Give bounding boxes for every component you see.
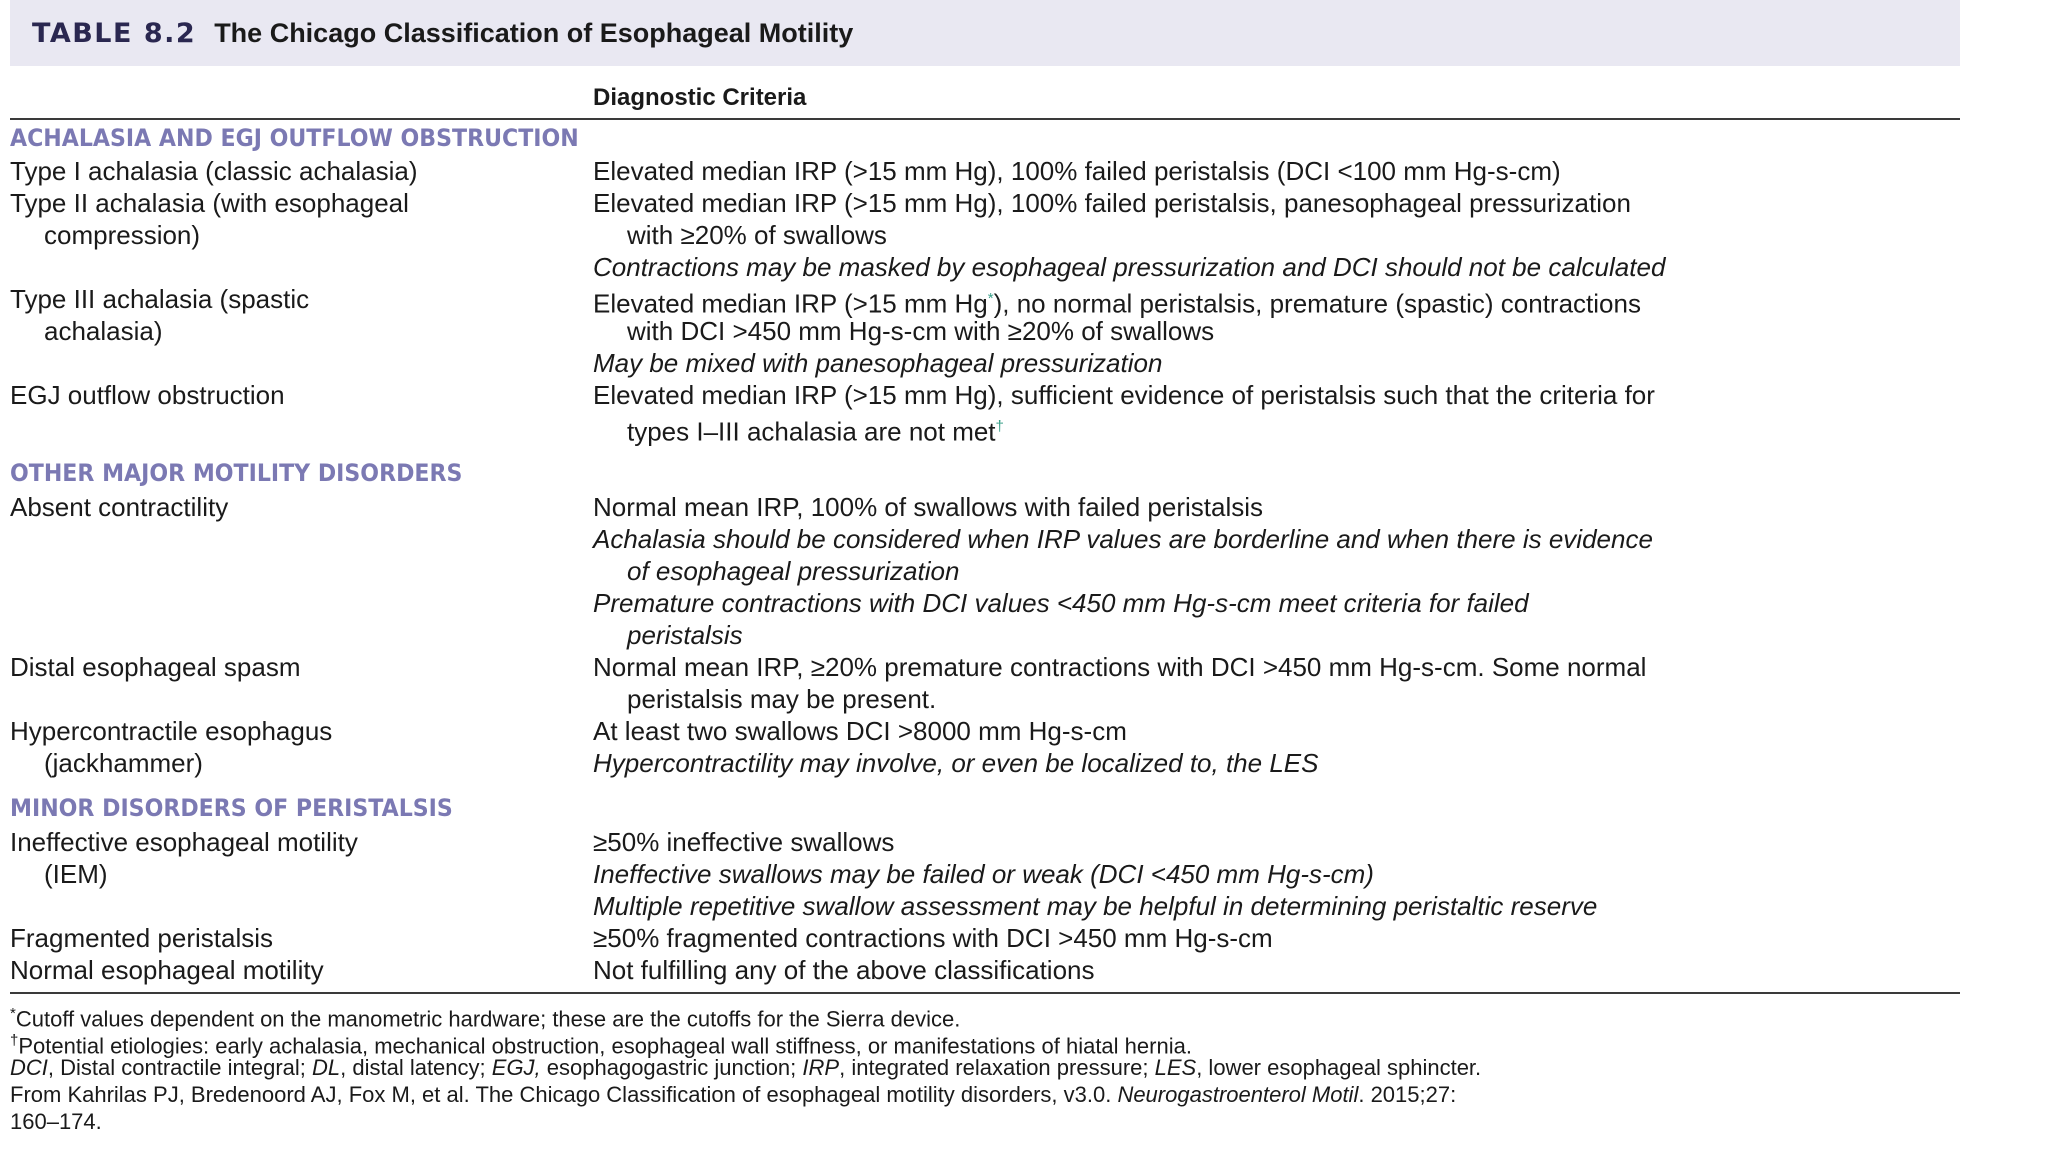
footnote-star-marker: *: [987, 290, 994, 307]
criteria-text: ), no normal peristalsis, premature (spastic) contractions: [993, 288, 1641, 319]
criteria-type-3-achalasia-cont: with DCI >450 mm Hg-s-cm with ≥20% of swallows: [627, 316, 1215, 346]
footer-divider: [10, 992, 1960, 994]
row-name-iem-cont: (IEM): [44, 859, 108, 889]
row-name-hypercontractile: Hypercontractile esophagus: [10, 716, 333, 746]
row-name-type-3-achalasia-cont: achalasia): [44, 316, 163, 346]
criteria-iem: ≥50% ineffective swallows: [593, 827, 895, 857]
note-type-2-achalasia: Contractions may be masked by esophageal pressurization and DCI should not be calculated: [593, 252, 1666, 282]
abbrev-term: DL: [312, 1055, 341, 1080]
abbrev-def: , lower esophageal sphincter.: [1196, 1055, 1482, 1080]
criteria-absent-contractility: Normal mean IRP, 100% of swallows with failed peristalsis: [593, 492, 1264, 522]
row-name-hypercontractile-cont: (jackhammer): [44, 748, 203, 778]
note-type-3-achalasia: May be mixed with panesophageal pressurization: [593, 348, 1163, 378]
table-title: The Chicago Classification of Esophageal Motility: [214, 17, 854, 48]
note-iem-2: Multiple repetitive swallow assessment may be helpful in determining peristaltic reserve: [593, 891, 1598, 921]
criteria-hypercontractile: At least two swallows DCI >8000 mm Hg-s-cm: [593, 716, 1127, 746]
column-header-diagnostic-criteria: Diagnostic Criteria: [593, 84, 807, 111]
abbrev-def: , Distal contractile integral;: [47, 1055, 312, 1080]
criteria-type-2-achalasia: Elevated median IRP (>15 mm Hg), 100% failed peristalsis, panesophageal pressurization: [593, 188, 1631, 218]
section-heading-other-major: OTHER MAJOR MOTILITY DISORDERS: [10, 459, 463, 487]
section-heading-minor-disorders: MINOR DISORDERS OF PERISTALSIS: [10, 794, 453, 822]
source-text: . 2015;27:: [1358, 1082, 1457, 1107]
criteria-text: Elevated median IRP (>15 mm Hg: [593, 288, 988, 319]
criteria-normal-motility: Not fulfilling any of the above classifications: [593, 955, 1095, 985]
section-heading-achalasia: ACHALASIA AND EGJ OUTFLOW OBSTRUCTION: [10, 124, 579, 152]
criteria-type-1-achalasia: Elevated median IRP (>15 mm Hg), 100% failed peristalsis (DCI <100 mm Hg-s-cm): [593, 156, 1561, 186]
note-absent-contractility-2-cont: peristalsis: [627, 620, 743, 650]
criteria-type-2-achalasia-cont: with ≥20% of swallows: [627, 220, 887, 250]
criteria-distal-esophageal-spasm-cont: peristalsis may be present.: [627, 684, 937, 714]
row-name-iem: Ineffective esophageal motility: [10, 827, 358, 857]
abbrev-def: esophagogastric junction;: [540, 1055, 803, 1080]
footnote-text: Cutoff values dependent on the manometric hardware; these are the cutoffs for the Sierra device.: [15, 1006, 961, 1032]
abbrev-def: , distal latency;: [340, 1055, 492, 1080]
row-name-distal-esophageal-spasm: Distal esophageal spasm: [10, 652, 301, 682]
row-name-absent-contractility: Absent contractility: [10, 492, 229, 522]
row-name-egj-outflow: EGJ outflow obstruction: [10, 380, 285, 410]
criteria-egj-outflow: Elevated median IRP (>15 mm Hg), sufficient evidence of peristalsis such that the criteria for: [593, 380, 1655, 410]
note-absent-contractility-2: Premature contractions with DCI values <450 mm Hg-s-cm meet criteria for failed: [593, 588, 1529, 618]
criteria-text: types I–III achalasia are not met: [627, 416, 996, 447]
footnote-dagger-marker: †: [995, 418, 1004, 435]
source-text: From Kahrilas PJ, Bredenoord AJ, Fox M, et al. The Chicago Classification of esophageal motility disorders, v3.0.: [10, 1082, 1118, 1107]
source-journal: Neurogastroenterol Motil: [1117, 1082, 1359, 1107]
abbrev-term: LES: [1154, 1055, 1197, 1080]
footnote-dagger-symbol: †: [10, 1032, 19, 1049]
row-name-type-2-achalasia-cont: compression): [44, 220, 201, 250]
footnote-abbreviations: [10, 1055, 1481, 1081]
row-name-type-2-achalasia: Type II achalasia (with esophageal: [10, 188, 409, 218]
row-name-type-3-achalasia: Type III achalasia (spastic: [10, 284, 310, 314]
table-number-label: TABLE 8.2: [32, 17, 197, 49]
footnote-star-symbol: *: [10, 1005, 16, 1022]
note-absent-contractility-1: Achalasia should be considered when IRP values are borderline and when there is evidence: [593, 524, 1653, 554]
criteria-egj-outflow-cont: [627, 412, 1004, 447]
abbrev-term: DCI: [10, 1055, 48, 1080]
row-name-fragmented-peristalsis: Fragmented peristalsis: [10, 923, 273, 953]
abbrev-term: EGJ,: [491, 1055, 541, 1080]
abbrev-def: , integrated relaxation pressure;: [839, 1055, 1155, 1080]
footnote-source: [10, 1082, 1456, 1108]
note-hypercontractile: Hypercontractility may involve, or even be localized to, the LES: [593, 748, 1319, 778]
footnote-text: Potential etiologies: early achalasia, mechanical obstruction, esophageal wall stiffness, or manifestations of hiatal hernia.: [18, 1033, 1192, 1059]
note-absent-contractility-1-cont: of esophageal pressurization: [627, 556, 960, 586]
header-divider: [10, 118, 1960, 120]
row-name-normal-motility: Normal esophageal motility: [10, 955, 324, 985]
table-page: [10, 0, 1960, 1134]
table-title-bar: [10, 0, 1960, 66]
criteria-fragmented-peristalsis: ≥50% fragmented contractions with DCI >450 mm Hg-s-cm: [593, 923, 1273, 953]
note-iem-1: Ineffective swallows may be failed or weak (DCI <450 mm Hg-s-cm): [593, 859, 1374, 889]
footnote-source-pages: 160–174.: [10, 1109, 102, 1134]
row-name-type-1-achalasia: Type I achalasia (classic achalasia): [10, 156, 418, 186]
abbrev-term: IRP: [802, 1055, 840, 1080]
criteria-type-3-achalasia: [593, 284, 1641, 319]
criteria-distal-esophageal-spasm: Normal mean IRP, ≥20% premature contractions with DCI >450 mm Hg-s-cm. Some normal: [593, 652, 1647, 682]
